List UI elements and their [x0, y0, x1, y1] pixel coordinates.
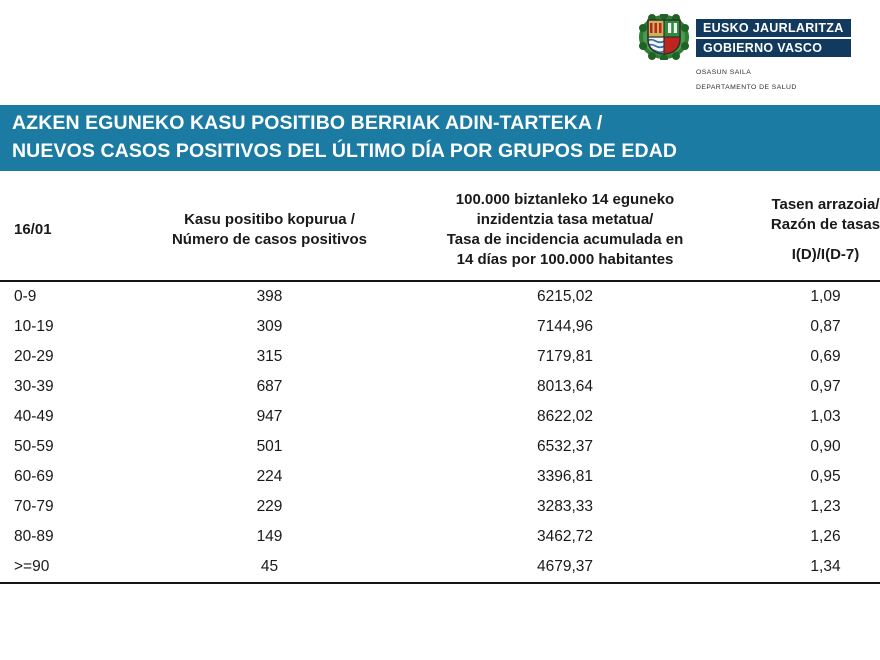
- table-row: [0, 432, 880, 462]
- cell-age-group: 50-59: [14, 437, 54, 455]
- page-title-line-spanish: NUEVOS CASOS POSITIVOS DEL ÚLTIMO DÍA POR GRUPOS DE EDAD: [12, 140, 678, 162]
- table-body: [0, 281, 880, 583]
- cell-positive-cases: 149: [256, 527, 283, 545]
- table-header-row: [0, 190, 880, 281]
- cell-rate-ratio: 1,34: [810, 557, 841, 575]
- table-row: [0, 372, 880, 402]
- table-row: [0, 342, 880, 372]
- cell-age-group: 70-79: [14, 497, 54, 515]
- logo-line-eusko-jaurlaritza: EUSKO JAURLARITZA: [696, 19, 851, 37]
- cell-age-group: 30-39: [14, 377, 54, 395]
- cell-rate-ratio: 0,97: [810, 377, 841, 395]
- logo-top-row: [638, 14, 851, 60]
- cell-positive-cases: 229: [256, 497, 283, 515]
- cell-positive-cases: 947: [256, 407, 283, 425]
- column-header-ratio-line2: Razón de tasas: [770, 215, 880, 233]
- cell-incidence-rate: 7179,81: [536, 347, 594, 365]
- cell-positive-cases: 45: [260, 557, 279, 575]
- cell-incidence-rate: 3462,72: [536, 527, 594, 545]
- cell-positive-cases: 501: [256, 437, 283, 455]
- cell-age-group: 0-9: [14, 287, 37, 305]
- logo-sub-departamento-salud: DEPARTAMENTO DE SALUD: [696, 84, 797, 92]
- table-row: [0, 522, 880, 552]
- logo-sub-osasun-saila: OSASUN SAILA: [696, 69, 752, 76]
- cell-incidence-rate: 3396,81: [536, 467, 594, 485]
- cell-incidence-rate: 8622,02: [536, 407, 594, 425]
- cell-rate-ratio: 1,23: [810, 497, 841, 515]
- table-row: [0, 492, 880, 522]
- institutional-logo: [638, 14, 870, 94]
- column-header-incidence-line2: inzidentzia tasa metatua/: [476, 210, 654, 228]
- table: [0, 190, 880, 584]
- table-row: [0, 552, 880, 583]
- cell-incidence-rate: 4679,37: [536, 557, 594, 575]
- cell-rate-ratio: 1,26: [810, 527, 841, 545]
- column-header-incidence-line4: 14 días por 100.000 habitantes: [456, 250, 674, 268]
- column-header-incidence: [401, 190, 729, 281]
- column-header-date: [0, 190, 138, 281]
- column-header-ratio-line1: Tasen arrazoia/: [771, 195, 880, 213]
- cell-positive-cases: 224: [256, 467, 283, 485]
- cell-age-group: >=90: [14, 557, 50, 575]
- logo-line-gobierno-vasco: GOBIERNO VASCO: [696, 39, 851, 57]
- logo-department-subtitle: [696, 69, 797, 91]
- column-header-incidence-line3: Tasa de incidencia acumulada en: [446, 230, 684, 248]
- cell-age-group: 60-69: [14, 467, 54, 485]
- cell-incidence-rate: 6215,02: [536, 287, 594, 305]
- table-row: [0, 402, 880, 432]
- cell-rate-ratio: 1,09: [810, 287, 841, 305]
- column-header-incidence-line1: 100.000 biztanleko 14 eguneko: [455, 191, 675, 208]
- basque-coat-of-arms-icon: [638, 14, 690, 60]
- cell-rate-ratio: 0,87: [810, 317, 841, 335]
- cell-incidence-rate: 7144,96: [536, 317, 594, 335]
- column-header-date-label: 16/01: [14, 220, 52, 238]
- cell-positive-cases: 309: [256, 317, 283, 335]
- cell-incidence-rate: 3283,33: [536, 497, 594, 515]
- cell-age-group: 40-49: [14, 407, 54, 425]
- column-header-cases-line1: Kasu positibo kopurua /: [184, 210, 355, 228]
- cell-positive-cases: 398: [256, 287, 283, 305]
- cell-positive-cases: 315: [256, 347, 283, 365]
- cell-rate-ratio: 0,69: [810, 347, 841, 365]
- logo-wordmark: [696, 17, 851, 57]
- cell-rate-ratio: 0,90: [810, 437, 841, 455]
- cell-age-group: 80-89: [14, 527, 54, 545]
- cell-positive-cases: 687: [256, 377, 283, 395]
- column-header-cases: [138, 190, 401, 281]
- page-title-banner: [0, 105, 880, 171]
- table-row: [0, 312, 880, 342]
- cell-age-group: 10-19: [14, 317, 54, 335]
- column-header-cases-line2: Número de casos positivos: [171, 230, 368, 248]
- table-row: [0, 462, 880, 492]
- column-header-ratio: [729, 190, 880, 281]
- cell-rate-ratio: 1,03: [810, 407, 841, 425]
- page-title-line-basque: AZKEN EGUNEKO KASU POSITIBO BERRIAK ADIN-TARTEKA /: [12, 112, 603, 135]
- column-header-ratio-line3: I(D)/I(D-7): [791, 245, 860, 263]
- cell-incidence-rate: 8013,64: [536, 377, 594, 395]
- cell-incidence-rate: 6532,37: [536, 437, 594, 455]
- table-head: [0, 190, 880, 281]
- cell-age-group: 20-29: [14, 347, 54, 365]
- cell-rate-ratio: 0,95: [810, 467, 841, 485]
- table-row: [0, 281, 880, 312]
- age-group-cases-table: [0, 190, 880, 584]
